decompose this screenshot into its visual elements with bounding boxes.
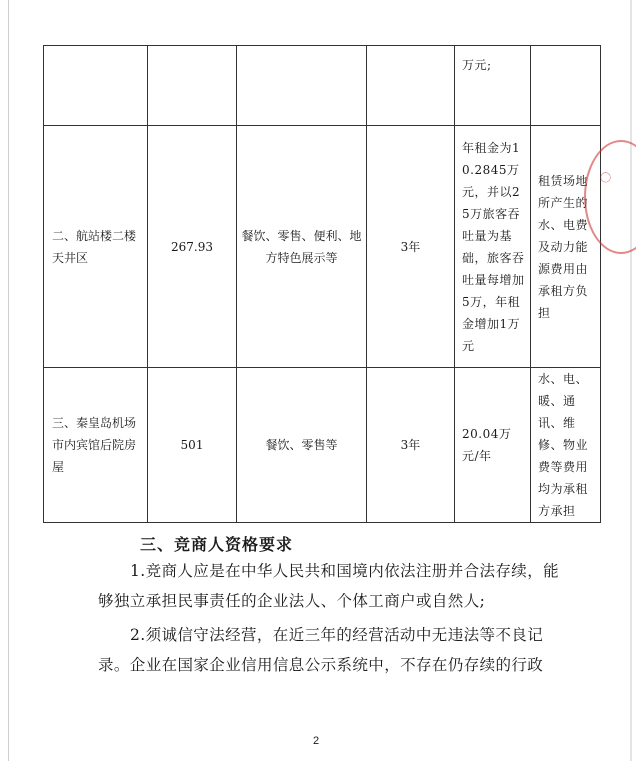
table-cell-term: 3年 (367, 368, 455, 523)
scan-right-edge (630, 0, 632, 761)
table-cell-area: 267.93 (148, 126, 237, 368)
table-cell-use: 餐饮、零售等 (237, 368, 367, 523)
table-row (44, 368, 601, 523)
table-cell-area (148, 46, 237, 126)
table-cell-term (367, 46, 455, 126)
section-title: 三、竞商人资格要求 (140, 535, 294, 554)
table-cell-location: 三、秦皇岛机场市内宾馆后院房屋 (44, 368, 148, 523)
table-cell-fees: 水、电、暖、通讯、维修、物业费等费用均为承租方承担 (531, 368, 601, 523)
paragraph-text: 2.须诚信守法经营，在近三年的经营活动中无违法等不良记录。企业在国家企业信用信息公示系统中，不存在仍存续的行政 (98, 626, 544, 674)
paragraph-text: 1.竞商人应是在中华人民共和国境内依法注册并合法存续，能够独立承担民事责任的企业法人、个体工商户或自然人; (98, 562, 559, 610)
red-seal-stamp: ◯ (584, 140, 636, 254)
table-row (44, 46, 601, 126)
table-cell-term: 3年 (367, 126, 455, 368)
table-cell-rent: 年租金为10.2845万元，并以25万旅客吞吐量为基础，旅客吞吐量每增加5万，年租金增加1万元 (455, 126, 531, 368)
table-cell-location (44, 46, 148, 126)
table-cell-location: 二、航站楼二楼天井区 (44, 126, 148, 368)
table-cell-rent: 万元; (455, 46, 531, 126)
table-cell-area: 501 (148, 368, 237, 523)
table-row (44, 126, 601, 368)
page-number: 2 (313, 735, 320, 747)
table-cell-fees: 租赁场地所产生的水、电费及动力能源费用由承租方负担 (531, 126, 601, 368)
table-cell-fees (531, 46, 601, 126)
table-cell-use: 餐饮、零售、便利、地方特色展示等 (237, 126, 367, 368)
table-cell-rent: 20.04万元/年 (455, 368, 531, 523)
paragraph (98, 556, 568, 616)
paragraph (98, 620, 568, 680)
table-cell-use (237, 46, 367, 126)
scan-left-edge (8, 0, 9, 761)
lease-table (43, 45, 601, 523)
